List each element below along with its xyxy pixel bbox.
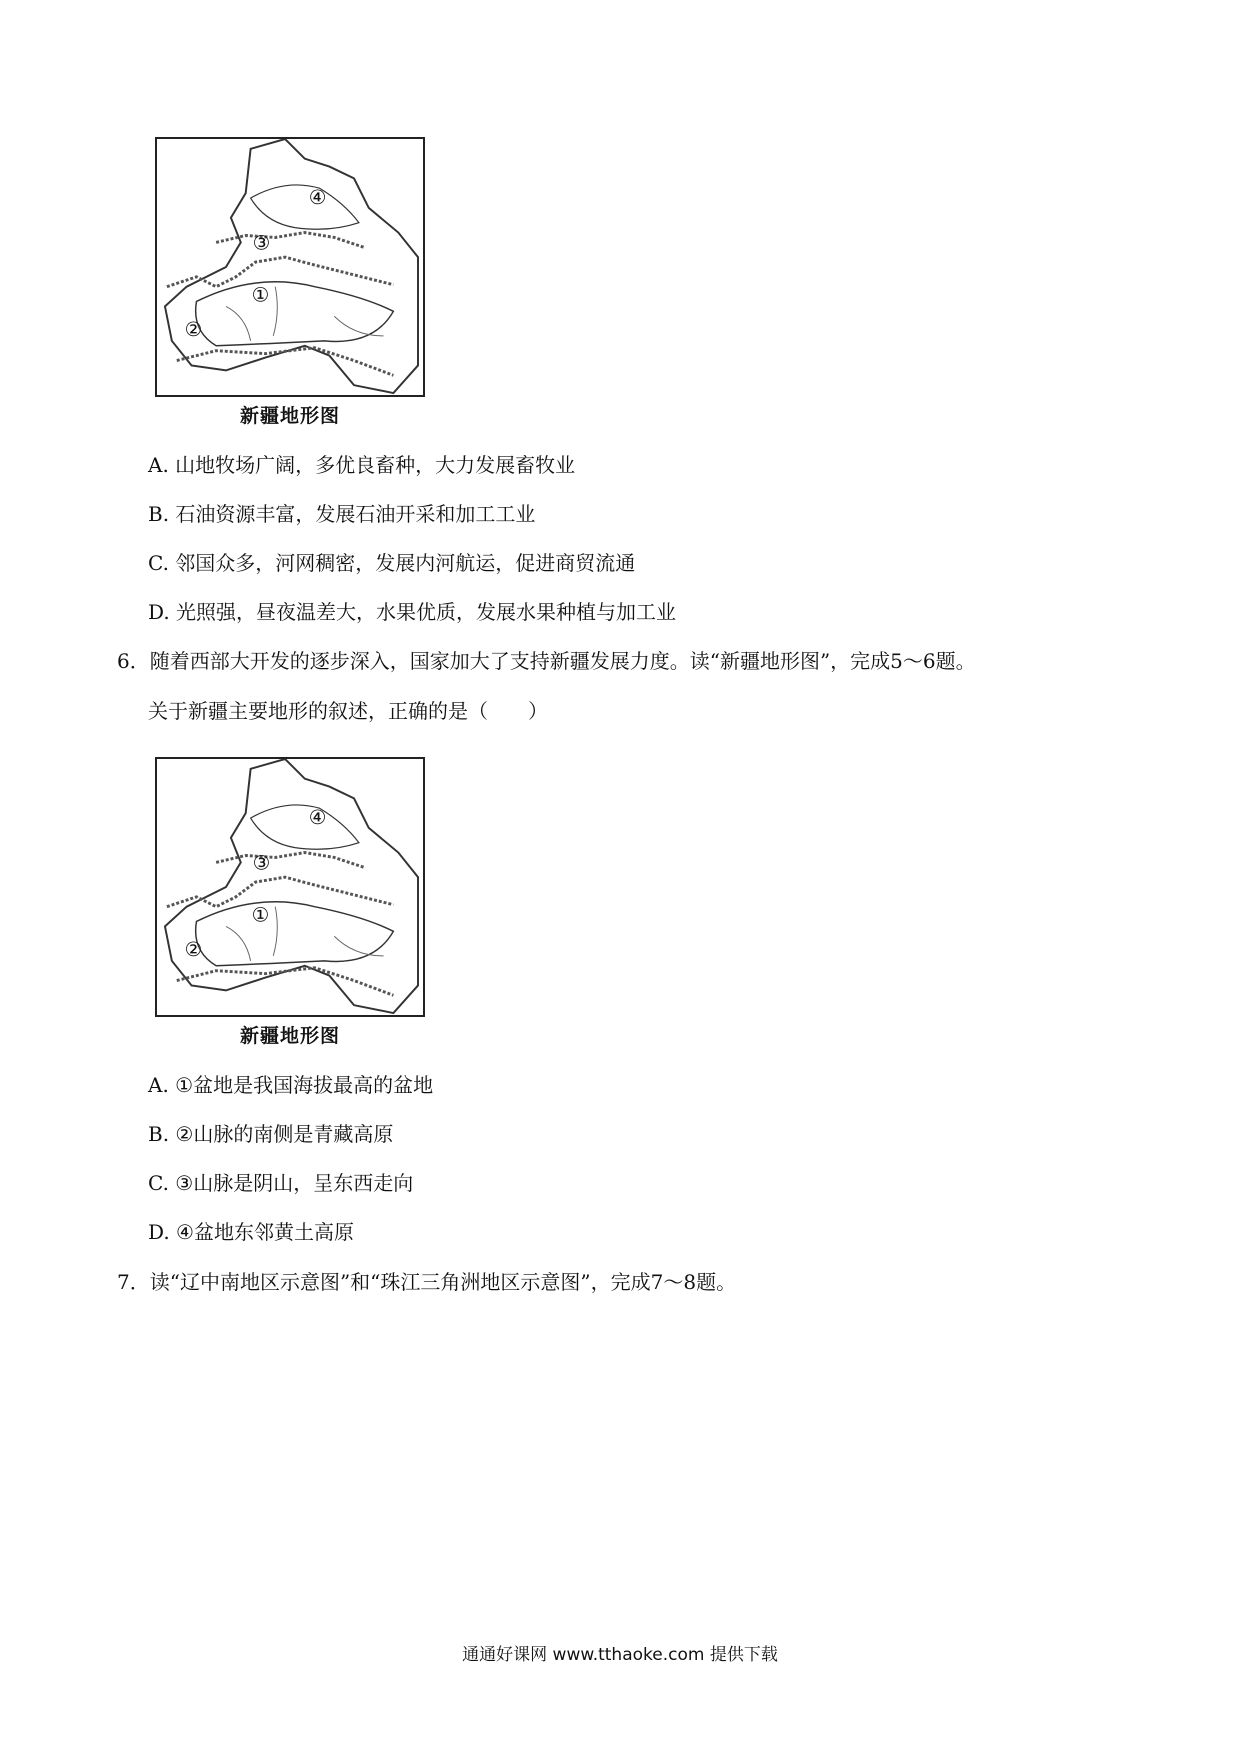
page-footer: 通通好课网 www.tthaoke.com 提供下载 <box>462 1645 778 1665</box>
map-drawing-2 <box>157 759 423 1015</box>
map-label-3: ③ <box>252 231 271 255</box>
map-caption: 新疆地形图 <box>239 405 340 427</box>
map2-label-3: ③ <box>252 851 271 875</box>
xinjiang-terrain-map <box>155 137 425 397</box>
q6-option-d: D. ④盆地东邻黄土高原 <box>148 1220 354 1244</box>
q6-option-a: A. ①盆地是我国海拔最高的盆地 <box>148 1073 434 1097</box>
map-label-2: ② <box>184 317 203 341</box>
map2-label-2: ② <box>184 937 203 961</box>
map2-label-4: ④ <box>308 805 327 829</box>
q6-stem: 6．随着西部大开发的逐步深入，国家加大了支持新疆发展力度。读“新疆地形图”，完成5～6题。 <box>117 649 976 673</box>
q5-option-a: A. 山地牧场广阔，多优良畜种，大力发展畜牧业 <box>148 453 576 477</box>
q6-option-b: B. ②山脉的南侧是青藏高原 <box>148 1122 394 1146</box>
q5-option-d: D. 光照强，昼夜温差大，水果优质，发展水果种植与加工业 <box>148 600 677 624</box>
q7-stem: 7．读“辽中南地区示意图”和“珠江三角洲地区示意图”，完成7～8题。 <box>117 1270 737 1294</box>
map-caption-2: 新疆地形图 <box>239 1025 340 1047</box>
map-drawing <box>157 139 423 395</box>
q5-option-c: C. 邻国众多，河网稠密，发展内河航运，促进商贸流通 <box>148 551 636 575</box>
xinjiang-terrain-map-2 <box>155 757 425 1017</box>
map2-label-1: ① <box>251 903 270 927</box>
map-label-4: ④ <box>308 185 327 209</box>
map-label-1: ① <box>251 283 270 307</box>
q5-option-b: B. 石油资源丰富，发展石油开采和加工工业 <box>148 502 536 526</box>
q6-subquestion: 关于新疆主要地形的叙述，正确的是（ ） <box>148 699 548 723</box>
q6-option-c: C. ③山脉是阴山，呈东西走向 <box>148 1171 414 1195</box>
